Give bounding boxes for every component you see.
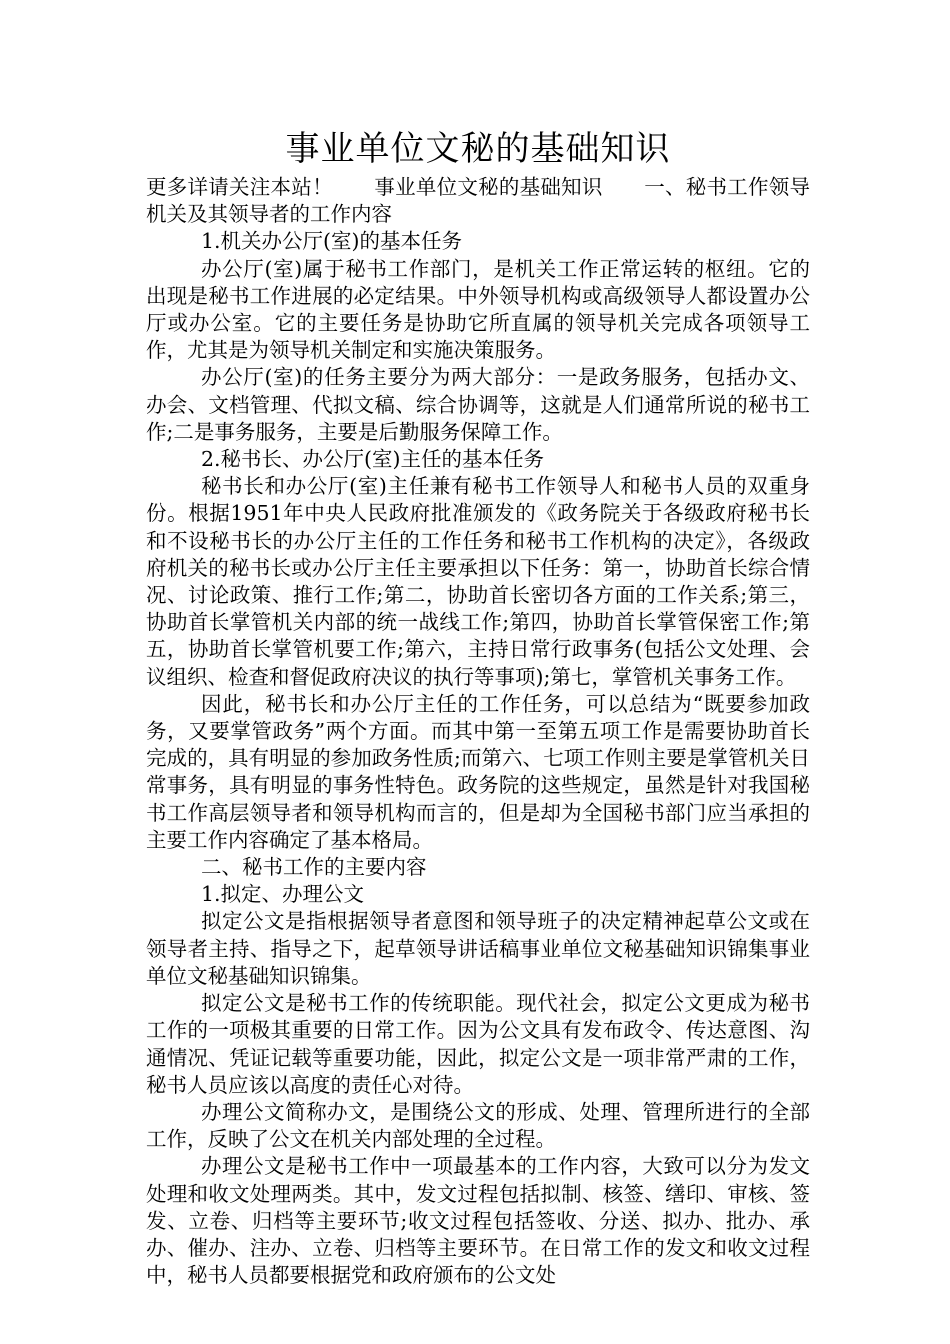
- intro-paragraph: 更多详请关注本站！ 事业单位文秘的基础知识 一、秘书工作领导机关及其领导者的工作内容: [146, 175, 810, 227]
- document-title: 事业单位文秘的基础知识: [285, 129, 671, 169]
- body-paragraph: 秘书长和办公厅(室)主任兼有秘书工作领导人和秘书人员的双重身份。根据1951年中央人民政府批准颁发的《政务院关于各级政府秘书长和不设秘书长的办公厅主任的工作任务和秘书工作机构的决定》，各级政府机关的秘书长或办公厅主任主要承担以下任务：第一，协助首长综合情况、讨论政策、推行工作;第二，协助首长密切各方面的工作关系;第三，协助首长掌管机关内部的统一战线工作;第四，协助首长掌管保密工作;第五，协助首长掌管机要工作;第六，主持日常行政事务(包括公文处理、会议组织、检查和督促政府决议的执行等事项);第七，掌管机关事务工作。: [146, 474, 810, 689]
- section-heading-main-content: 二、秘书工作的主要内容: [201, 855, 427, 880]
- section-heading-office-tasks: 1.机关办公厅(室)的基本任务: [201, 229, 463, 254]
- section-heading-secretary-tasks: 2.秘书长、办公厅(室)主任的基本任务: [201, 447, 545, 472]
- document-page: [146, 124, 810, 1289]
- body-paragraph: 因此，秘书长和办公厅主任的工作任务，可以总结为“既要参加政务，又要掌管政务”两个方面。而其中第一至第五项工作是需要协助首长完成的，具有明显的参加政务性质;而第六、七项工作则主要是掌管机关日常事务，具有明显的事务性特色。政务院的这些规定，虽然是针对我国秘书工作高层领导者和领导机构而言的，但是却为全国秘书部门应当承担的主要工作内容确定了基本格局。: [146, 691, 810, 852]
- body-paragraph: 拟定公文是指根据领导者意图和领导班子的决定精神起草公文或在领导者主持、指导之下，起草领导讲话稿事业单位文秘基础知识锦集事业单位文秘基础知识锦集。: [146, 909, 810, 988]
- body-paragraph: 办公厅(室)的任务主要分为两大部分：一是政务服务，包括办文、办会、文档管理、代拟文稿、综合协调等，这就是人们通常所说的秘书工作;二是事务服务，主要是后勤服务保障工作。: [146, 365, 810, 444]
- body-paragraph: 拟定公文是秘书工作的传统职能。现代社会，拟定公文更成为秘书工作的一项极其重要的日常工作。因为公文具有发布政令、传达意图、沟通情况、凭证记载等重要功能，因此，拟定公文是一项非常严肃的工作，秘书人员应该以高度的责任心对待。: [146, 991, 810, 1097]
- body-paragraph: 办理公文是秘书工作中一项最基本的工作内容，大致可以分为发文处理和收文处理两类。其中，发文过程包括拟制、核签、缮印、审核、签发、立卷、归档等主要环节;收文过程包括签收、分送、拟办、批办、承办、催办、注办、立卷、归档等主要环节。在日常工作的发文和收文过程中，秘书人员都要根据党和政府颁布的公文处: [146, 1154, 810, 1288]
- section-heading-drafting: 1.拟定、办理公文: [201, 882, 365, 907]
- body-paragraph: 办公厅(室)属于秘书工作部门，是机关工作正常运转的枢纽。它的出现是秘书工作进展的必定结果。中外领导机构或高级领导人都设置办公厅或办公室。它的主要任务是协助它所直属的领导机关完成各项领导工作，尤其是为领导机关制定和实施决策服务。: [146, 256, 810, 363]
- body-paragraph: 办理公文简称办文，是围绕公文的形成、处理、管理所进行的全部工作，反映了公文在机关内部处理的全过程。: [146, 1099, 810, 1152]
